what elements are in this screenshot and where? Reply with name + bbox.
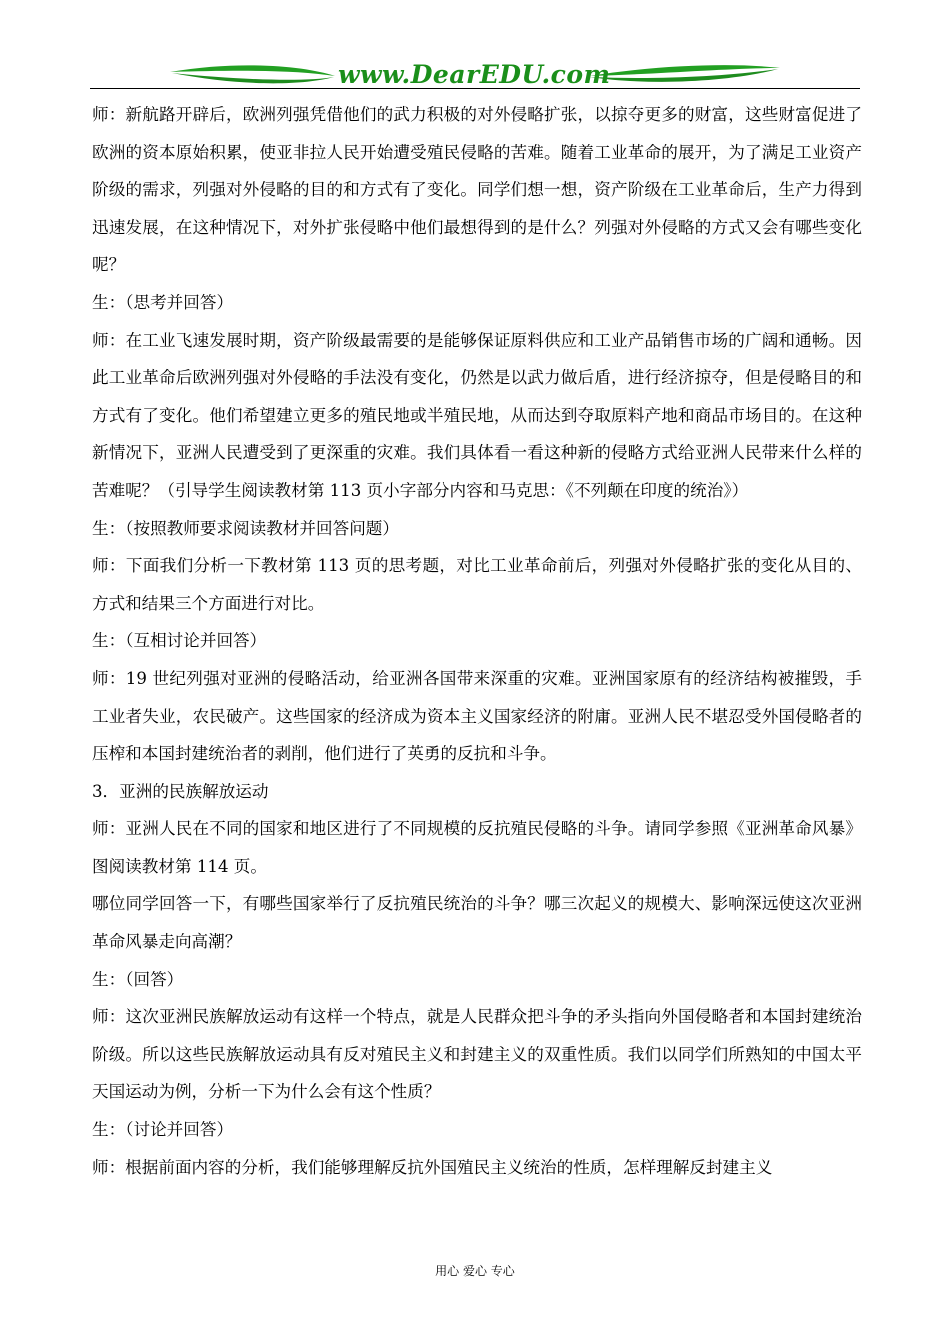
paragraph: 师：亚洲人民在不同的国家和地区进行了不同规模的反抗殖民侵略的斗争。请同学参照《亚洲革命风暴》图阅读教材第 114 页。 bbox=[92, 819, 862, 876]
site-logo-text: www.DearEDU.com bbox=[338, 60, 611, 89]
paragraph: 生：（回答） bbox=[92, 969, 184, 989]
paragraph: 生：（思考并回答） bbox=[92, 292, 234, 312]
paragraph: 师：在工业飞速发展时期，资产阶级最需要的是能够保证原料供应和工业产品销售市场的广阔和通畅。因此工业革命后欧洲列强对外侵略的手法没有变化，仍然是以武力做后盾，进行经济掠夺，但是侵略目的和方式有了变化。他们希望建立更多的殖民地或半殖民地，从而达到夺取原料产地和商品市场目的。在这种新情况下，亚洲人民遭受到了更深重的灾难。我们具体看一看这种新的侵略方式给亚洲人民带来什么样的苦难呢？（引导学生阅读教材第 113 页小字部分内容和马克思：《不列颠在印度的统治》） bbox=[92, 330, 862, 500]
document-body bbox=[92, 96, 862, 1186]
paragraph: 师：这次亚洲民族解放运动有这样一个特点，就是人民群众把斗争的矛头指向外国侵略者和本国封建统治阶级。所以这些民族解放运动具有反对殖民主义和封建主义的双重性质。我们以同学们所熟知的中国太平天国运动为例，分析一下为什么会有这个性质？ bbox=[92, 1007, 862, 1102]
header-divider bbox=[90, 88, 860, 89]
paragraph: 生：（按照教师要求阅读教材并回答问题） bbox=[92, 518, 399, 538]
section-heading: 3．亚洲的民族解放运动 bbox=[92, 781, 269, 801]
paragraph: 哪位同学回答一下，有哪些国家举行了反抗殖民统治的斗争？哪三次起义的规模大、影响深远使这次亚洲革命风暴走向高潮？ bbox=[92, 894, 862, 952]
paragraph: 师：下面我们分析一下教材第 113 页的思考题，对比工业革命前后，列强对外侵略扩张的变化从目的、方式和结果三个方面进行对比。 bbox=[92, 556, 862, 613]
paragraph: 生：（讨论并回答） bbox=[92, 1120, 234, 1140]
paragraph: 生：（互相讨论并回答） bbox=[92, 631, 267, 651]
paragraph: 师：19 世纪列强对亚洲的侵略活动，给亚洲各国带来深重的灾难。亚洲国家原有的经济结构被摧毁，手工业者失业，农民破产。这些国家的经济成为资本主义国家经济的附庸。亚洲人民不堪忍受外国侵略者的压榨和本国封建统治者的剥削，他们进行了英勇的反抗和斗争。 bbox=[92, 668, 862, 764]
paragraph: 师：新航路开辟后，欧洲列强凭借他们的武力积极的对外侵略扩张，以掠夺更多的财富，这些财富促进了欧洲的资本原始积累，使亚非拉人民开始遭受殖民侵略的苦难。随着工业革命的展开，为了满足工业资产阶级的需求，列强对外侵略的目的和方式有了变化。同学们想一想，资产阶级在工业革命后，生产力得到迅速发展，在这种情况下，对外扩张侵略中他们最想得到的是什么？列强对外侵略的方式又会有哪些变化呢？ bbox=[92, 105, 862, 275]
paragraph: 师：根据前面内容的分析，我们能够理解反抗外国殖民主义统治的性质，怎样理解反封建主义 bbox=[92, 1157, 773, 1177]
page-footer: 用心 爱心 专心 bbox=[435, 1264, 515, 1278]
